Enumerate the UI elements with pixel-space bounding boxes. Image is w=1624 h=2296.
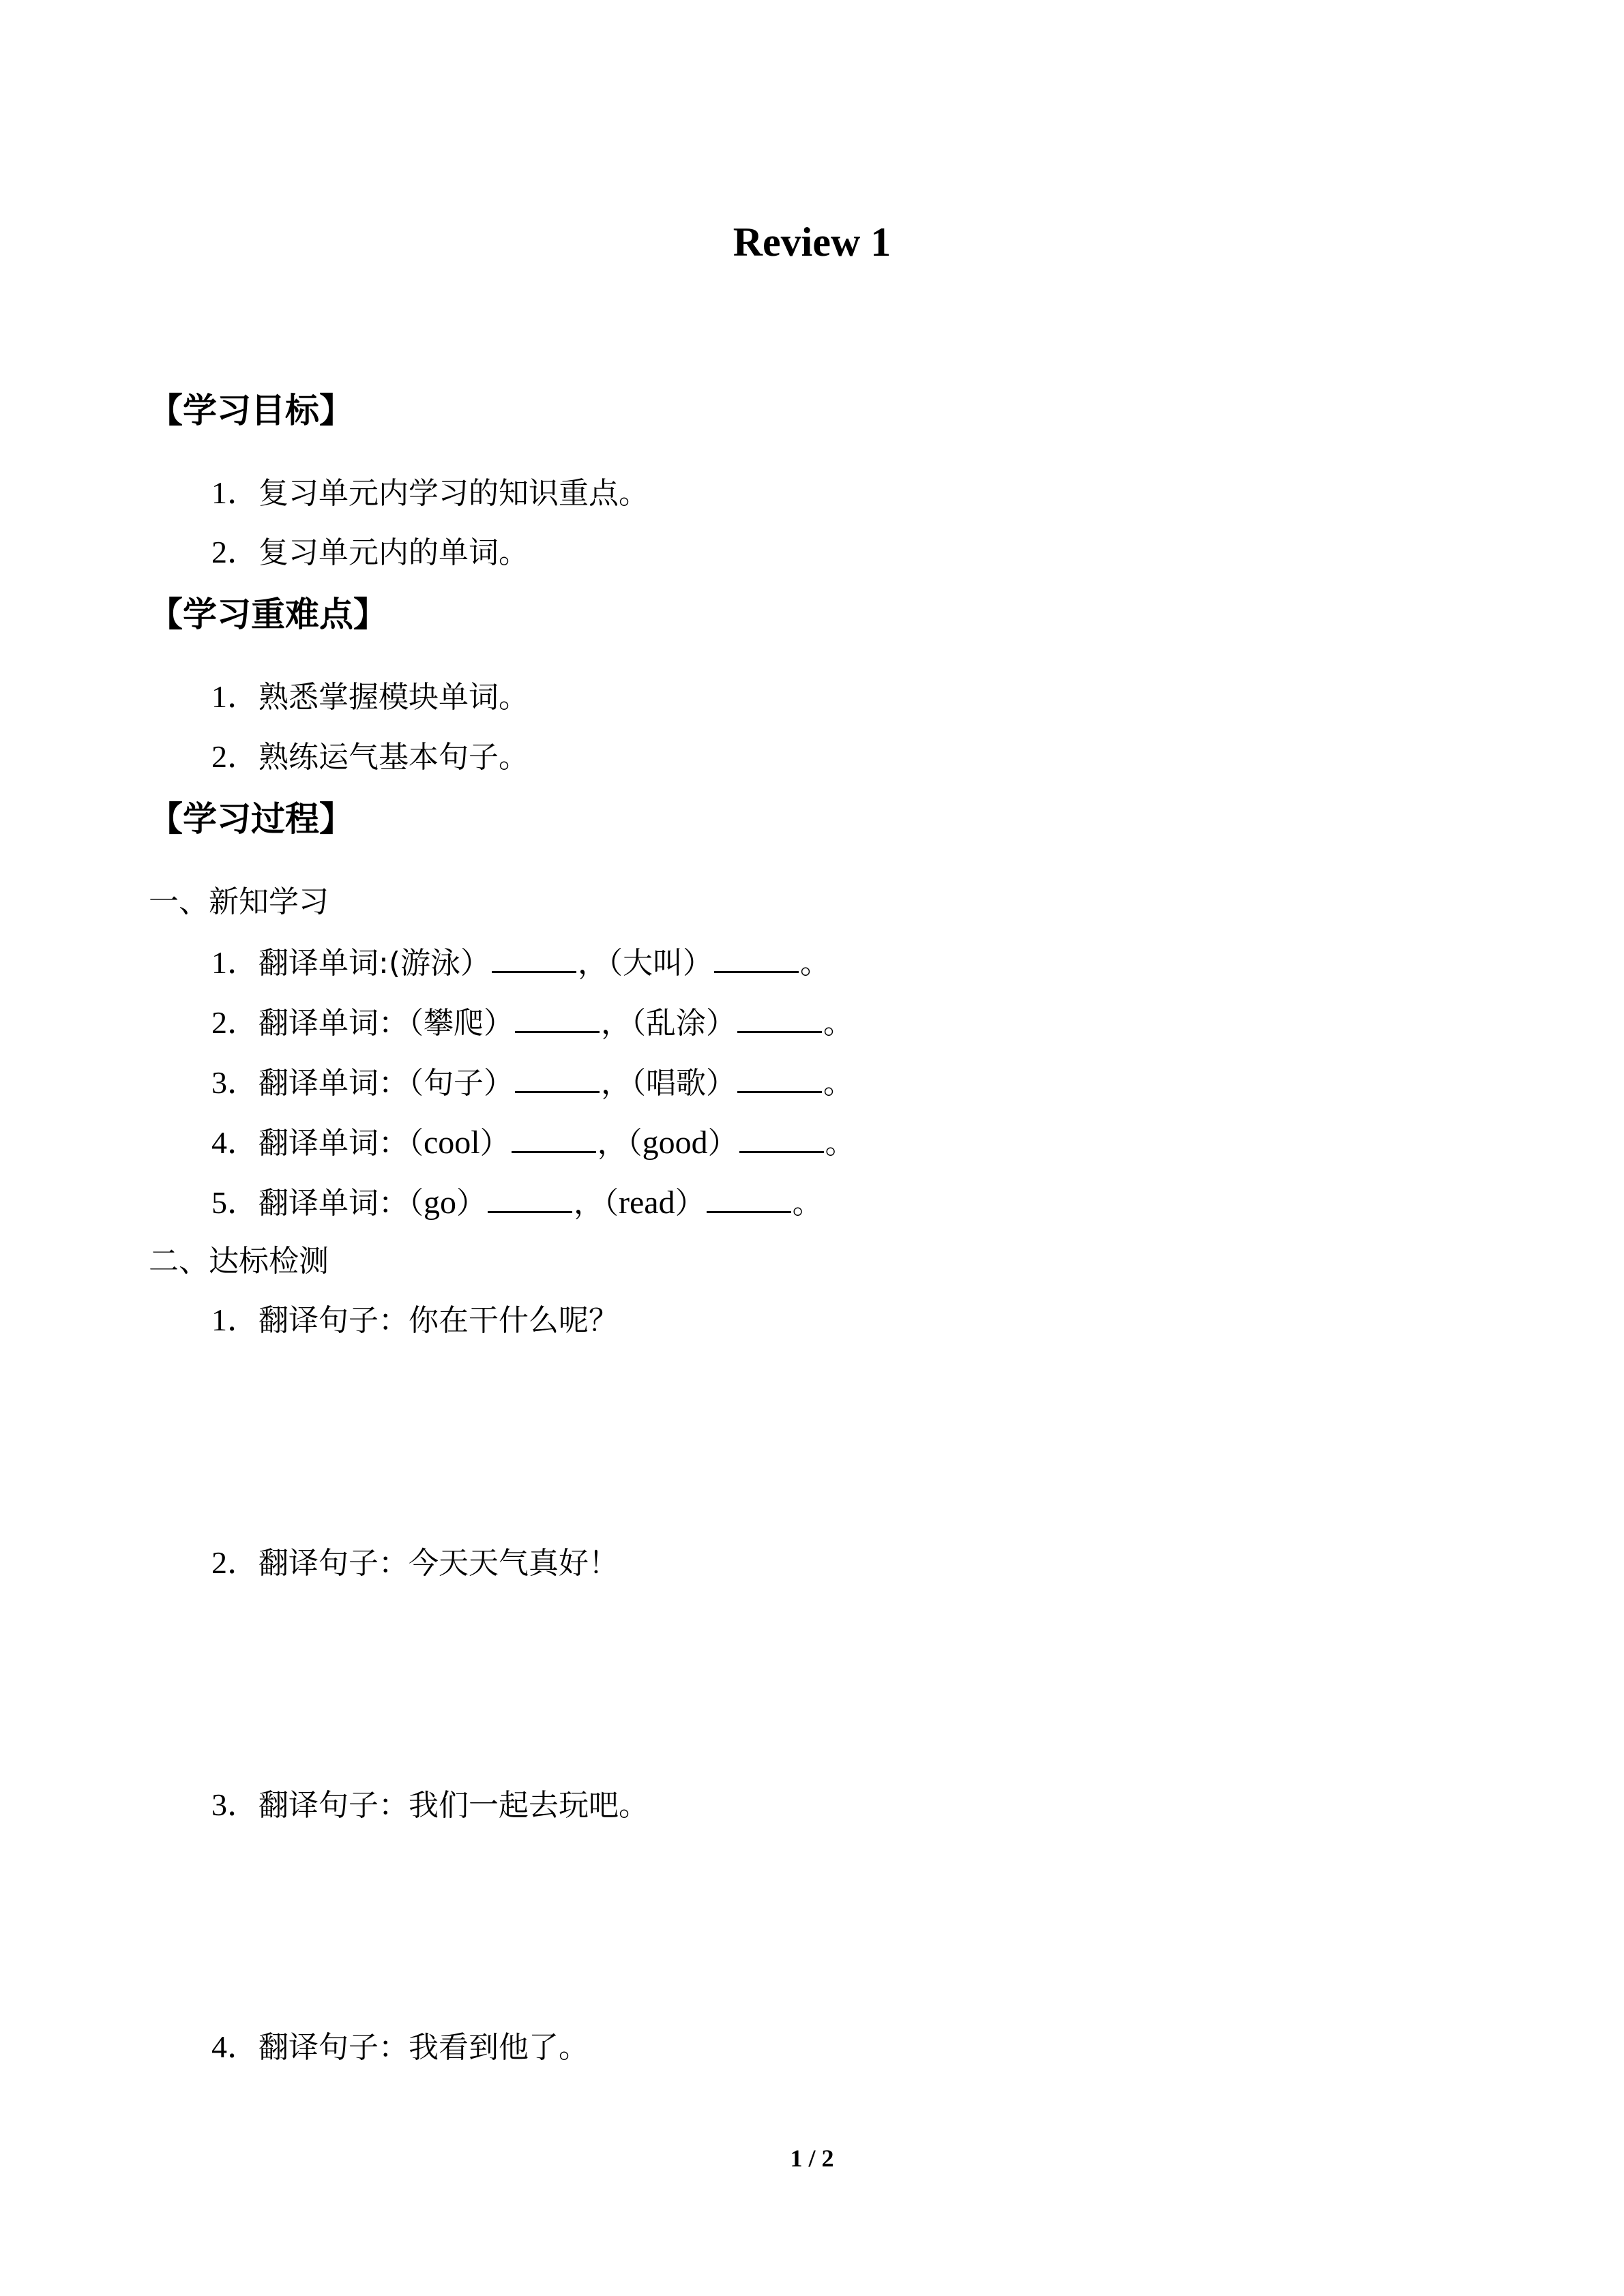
answer-blank[interactable]: [714, 941, 799, 973]
item-number: 5．: [211, 1185, 259, 1220]
item-text: 熟悉掌握模块单词。: [259, 680, 529, 715]
item-number: 2．: [211, 535, 259, 569]
vocab-item-2: [211, 1001, 853, 1044]
vocab-item-1: [211, 941, 830, 984]
translate-item-2: [211, 1542, 619, 1584]
part-heading-assessment: 二、达标检测: [149, 1244, 329, 1279]
answer-blank[interactable]: [515, 1061, 600, 1093]
item-number: 3．: [211, 1065, 259, 1100]
item-end: 。: [823, 1066, 853, 1101]
item-middle: ，（唱歌）: [601, 1066, 736, 1101]
page-number: 1 / 2: [790, 2145, 834, 2172]
section-heading-key-points: 【学习重难点】: [149, 595, 387, 634]
item-number: 2．: [211, 1005, 259, 1040]
vocab-item-4: [211, 1121, 855, 1164]
answer-blank[interactable]: [515, 1001, 600, 1033]
english-word: go: [424, 1184, 456, 1221]
item-prefix: 翻译单词：（攀爬）: [259, 1006, 514, 1041]
item-text: 翻译句子：我看到他了。: [259, 2030, 589, 2065]
item-middle-close: ）: [675, 1186, 705, 1221]
item-end: 。: [792, 1186, 823, 1221]
item-prefix-close: ）: [479, 1126, 510, 1161]
item-end: 。: [800, 946, 830, 981]
key-point-item-1: [211, 676, 529, 718]
translate-item-1: [211, 1300, 619, 1341]
english-word: good: [642, 1124, 708, 1161]
item-number: 2．: [211, 1545, 259, 1580]
item-prefix: 翻译单词:(游泳）: [259, 946, 490, 981]
answer-blank[interactable]: [739, 1121, 824, 1153]
item-middle: ，（: [597, 1126, 643, 1161]
answer-blank[interactable]: [492, 941, 576, 973]
item-middle: ，（乱涂）: [601, 1006, 736, 1041]
section-heading-objectives: 【学习目标】: [149, 391, 353, 430]
item-number: 4．: [211, 2029, 259, 2064]
item-end: 。: [825, 1126, 855, 1161]
vocab-item-5: [211, 1181, 823, 1224]
objective-item-1: [211, 473, 649, 514]
item-number: 4．: [211, 1125, 259, 1160]
item-prefix-close: ）: [456, 1186, 486, 1221]
item-number: 1．: [211, 679, 259, 714]
item-text: 翻译句子：今天天气真好！: [259, 1546, 619, 1581]
item-end: 。: [823, 1006, 853, 1041]
answer-blank[interactable]: [512, 1121, 596, 1153]
translate-item-3: [211, 1785, 649, 1826]
item-prefix: 翻译单词：（句子）: [259, 1066, 514, 1101]
page-title: Review 1: [733, 220, 891, 265]
objective-item-2: [211, 532, 529, 573]
item-middle: ，（: [574, 1186, 619, 1221]
key-point-item-2: [211, 736, 529, 778]
translate-item-4: [211, 2027, 589, 2068]
english-word: cool: [424, 1124, 480, 1161]
item-text: 复习单元内学习的知识重点。: [259, 476, 649, 511]
answer-blank[interactable]: [488, 1181, 572, 1213]
english-word: read: [619, 1184, 675, 1221]
answer-blank[interactable]: [737, 1001, 822, 1033]
item-number: 1．: [211, 945, 259, 980]
item-prefix: 翻译单词：（: [259, 1126, 424, 1161]
item-text: 翻译句子：我们一起去玩吧。: [259, 1788, 649, 1823]
item-number: 1．: [211, 1302, 259, 1337]
item-text: 复习单元内的单词。: [259, 535, 529, 570]
item-middle-close: ）: [707, 1126, 738, 1161]
item-text: 熟练运气基本句子。: [259, 740, 529, 775]
item-middle: ，（大叫）: [578, 946, 713, 981]
vocab-item-3: [211, 1061, 853, 1104]
item-text: 翻译句子：你在干什么呢？: [259, 1303, 619, 1338]
item-number: 3．: [211, 1787, 259, 1822]
answer-blank[interactable]: [707, 1181, 791, 1213]
answer-blank[interactable]: [737, 1061, 822, 1093]
item-prefix: 翻译单词：（: [259, 1186, 424, 1221]
item-number: 1．: [211, 475, 259, 510]
part-heading-new-knowledge: 一、新知学习: [149, 884, 329, 919]
item-number: 2．: [211, 739, 259, 774]
section-heading-process: 【学习过程】: [149, 799, 353, 839]
